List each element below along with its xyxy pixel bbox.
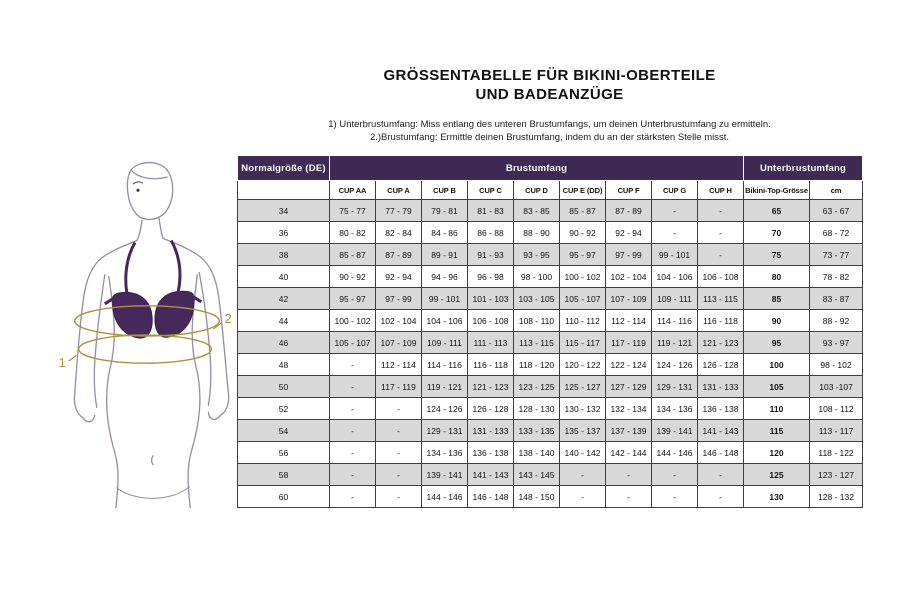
cup-value-cell: 103 - 105 <box>514 288 560 310</box>
cm-cell: 63 - 67 <box>810 200 863 222</box>
cup-value-cell: 134 - 136 <box>652 398 698 420</box>
col-cm: cm <box>810 181 863 200</box>
cup-value-cell: 107 - 109 <box>376 332 422 354</box>
size-cell: 44 <box>238 310 330 332</box>
cup-value-cell: 97 - 99 <box>606 244 652 266</box>
cup-value-cell: 105 - 107 <box>560 288 606 310</box>
size-cell: 58 <box>238 464 330 486</box>
cup-value-cell: - <box>330 376 376 398</box>
cup-value-cell: 135 - 137 <box>560 420 606 442</box>
size-cell: 52 <box>238 398 330 420</box>
col-bikini-top-groesse: Bikini-Top-Grösse <box>744 181 810 200</box>
cup-value-cell: - <box>376 442 422 464</box>
cup-value-cell: 125 - 127 <box>560 376 606 398</box>
table-row <box>238 464 863 486</box>
table-group-header-row <box>238 156 863 181</box>
cup-value-cell: 115 - 117 <box>560 332 606 354</box>
top-size-cell: 110 <box>744 398 810 420</box>
cup-value-cell: 109 - 111 <box>652 288 698 310</box>
cup-value-cell: - <box>560 486 606 508</box>
cup-value-cell: 121 - 123 <box>698 332 744 354</box>
cup-value-cell: - <box>376 420 422 442</box>
cup-value-cell: 100 - 102 <box>330 310 376 332</box>
cup-value-cell: 75 - 77 <box>330 200 376 222</box>
cup-value-cell: 90 - 92 <box>330 266 376 288</box>
size-cell: 34 <box>238 200 330 222</box>
underbust-tape <box>79 335 212 363</box>
table-row <box>238 222 863 244</box>
top-size-cell: 95 <box>744 332 810 354</box>
col-cup-c: CUP C <box>468 181 514 200</box>
cup-value-cell: 83 - 85 <box>514 200 560 222</box>
top-size-cell: 125 <box>744 464 810 486</box>
cup-value-cell: 112 - 114 <box>376 354 422 376</box>
cm-cell: 83 - 87 <box>810 288 863 310</box>
cup-value-cell: 123 - 125 <box>514 376 560 398</box>
cup-value-cell: 138 - 140 <box>514 442 560 464</box>
size-cell: 36 <box>238 222 330 244</box>
cup-value-cell: 141 - 143 <box>698 420 744 442</box>
table-row <box>238 310 863 332</box>
top-size-cell: 85 <box>744 288 810 310</box>
cm-cell: 68 - 72 <box>810 222 863 244</box>
cup-value-cell: 92 - 94 <box>606 222 652 244</box>
cup-value-cell: 127 - 129 <box>606 376 652 398</box>
top-size-cell: 80 <box>744 266 810 288</box>
cup-value-cell: 106 - 108 <box>468 310 514 332</box>
cup-value-cell: 109 - 111 <box>422 332 468 354</box>
header-unterbrustumfang: Unterbrustumfang <box>744 156 863 181</box>
cup-value-cell: 131 - 133 <box>698 376 744 398</box>
cup-value-cell: 144 - 146 <box>422 486 468 508</box>
cup-value-cell: 110 - 112 <box>560 310 606 332</box>
cup-value-cell: 114 - 116 <box>422 354 468 376</box>
top-size-cell: 70 <box>744 222 810 244</box>
top-size-cell: 100 <box>744 354 810 376</box>
cup-value-cell: 95 - 97 <box>330 288 376 310</box>
cup-value-cell: 134 - 136 <box>422 442 468 464</box>
cup-value-cell: 132 - 134 <box>606 398 652 420</box>
note-bust: 2.)Brustumfang: Ermittle deinen Brustumfang, indem du an der stärksten Stelle misst. <box>369 132 730 143</box>
tape-label-2: 2 <box>224 310 232 326</box>
face-detail <box>133 182 143 192</box>
cup-value-cell: 117 - 119 <box>376 376 422 398</box>
cup-value-cell: 87 - 89 <box>606 200 652 222</box>
cup-value-cell: - <box>652 486 698 508</box>
cup-value-cell: 93 - 95 <box>514 244 560 266</box>
cup-value-cell: 104 - 106 <box>652 266 698 288</box>
cup-value-cell: 139 - 141 <box>422 464 468 486</box>
cup-value-cell: 79 - 81 <box>422 200 468 222</box>
col-cup-h: CUP H <box>698 181 744 200</box>
size-cell: 56 <box>238 442 330 464</box>
top-size-cell: 75 <box>744 244 810 266</box>
size-col-spacer <box>238 181 330 200</box>
cup-value-cell: 130 - 132 <box>560 398 606 420</box>
cup-value-cell: - <box>330 420 376 442</box>
cup-value-cell: 143 - 145 <box>514 464 560 486</box>
cup-value-cell: 131 - 133 <box>468 420 514 442</box>
cup-value-cell: 84 - 86 <box>422 222 468 244</box>
cup-value-cell: - <box>652 200 698 222</box>
cup-value-cell: - <box>652 222 698 244</box>
header-brustumfang: Brustumfang <box>330 156 744 181</box>
cup-value-cell: 114 - 116 <box>652 310 698 332</box>
size-cell: 46 <box>238 332 330 354</box>
cup-value-cell: 124 - 126 <box>652 354 698 376</box>
page-title <box>237 66 862 104</box>
cup-value-cell: - <box>606 464 652 486</box>
size-cell: 42 <box>238 288 330 310</box>
top-size-cell: 105 <box>744 376 810 398</box>
cup-value-cell: 104 - 106 <box>422 310 468 332</box>
cup-value-cell: 108 - 110 <box>514 310 560 332</box>
tape-label-1: 1 <box>58 355 66 371</box>
cup-value-cell: 113 - 115 <box>514 332 560 354</box>
cup-value-cell: 77 - 79 <box>376 200 422 222</box>
measurement-illustration <box>46 156 238 508</box>
cup-value-cell: - <box>376 464 422 486</box>
cup-value-cell: 91 - 93 <box>468 244 514 266</box>
cup-value-cell: 117 - 119 <box>606 332 652 354</box>
cup-value-cell: 80 - 82 <box>330 222 376 244</box>
measurement-notes <box>197 118 900 144</box>
cup-value-cell: 90 - 92 <box>560 222 606 244</box>
cup-value-cell: 106 - 108 <box>698 266 744 288</box>
cup-value-cell: 141 - 143 <box>468 464 514 486</box>
cup-value-cell: 119 - 121 <box>652 332 698 354</box>
cup-value-cell: 102 - 104 <box>376 310 422 332</box>
title-line-1: GRÖSSENTABELLE FÜR BIKINI-OBERTEILE <box>383 67 716 84</box>
cup-value-cell: 119 - 121 <box>422 376 468 398</box>
cm-cell: 113 - 117 <box>810 420 863 442</box>
cup-value-cell: 89 - 91 <box>422 244 468 266</box>
cup-value-cell: 121 - 123 <box>468 376 514 398</box>
cup-value-cell: - <box>698 486 744 508</box>
cup-value-cell: - <box>698 464 744 486</box>
cm-cell: 93 - 97 <box>810 332 863 354</box>
table-row <box>238 486 863 508</box>
col-cup-a: CUP A <box>376 181 422 200</box>
bra-illustration <box>105 240 202 338</box>
cup-value-cell: 146 - 148 <box>468 486 514 508</box>
cup-value-cell: 118 - 120 <box>514 354 560 376</box>
cup-value-cell: - <box>606 486 652 508</box>
cup-value-cell: 136 - 138 <box>698 398 744 420</box>
table-column-header-row <box>238 181 863 200</box>
cup-value-cell: 88 - 90 <box>514 222 560 244</box>
cm-cell: 88 - 92 <box>810 310 863 332</box>
cup-value-cell: 113 - 115 <box>698 288 744 310</box>
col-cup-aa: CUP AA <box>330 181 376 200</box>
cup-value-cell: - <box>330 398 376 420</box>
size-cell: 48 <box>238 354 330 376</box>
cup-value-cell: 120 - 122 <box>560 354 606 376</box>
cup-value-cell: 112 - 114 <box>606 310 652 332</box>
cup-value-cell: 101 - 103 <box>468 288 514 310</box>
cup-value-cell: 85 - 87 <box>560 200 606 222</box>
cup-value-cell: 95 - 97 <box>560 244 606 266</box>
cup-value-cell: - <box>698 244 744 266</box>
cup-value-cell: - <box>560 464 606 486</box>
size-cell: 38 <box>238 244 330 266</box>
note-underbust: 1) Unterbrustumfang: Miss entlang des unteren Brustumfangs, um deinen Unterbrustumfang zu ermitteln. <box>328 119 771 130</box>
cup-value-cell: 126 - 128 <box>698 354 744 376</box>
size-cell: 50 <box>238 376 330 398</box>
cm-cell: 103 -107 <box>810 376 863 398</box>
cup-value-cell: 129 - 131 <box>652 376 698 398</box>
cup-value-cell: - <box>330 486 376 508</box>
cup-value-cell: 98 - 100 <box>514 266 560 288</box>
size-table <box>237 155 863 508</box>
size-cell: 54 <box>238 420 330 442</box>
cup-value-cell: 82 - 84 <box>376 222 422 244</box>
top-size-cell: 90 <box>744 310 810 332</box>
cup-value-cell: 85 - 87 <box>330 244 376 266</box>
table-row <box>238 442 863 464</box>
table-row <box>238 398 863 420</box>
table-row <box>238 420 863 442</box>
table-row <box>238 354 863 376</box>
cup-value-cell: 142 - 144 <box>606 442 652 464</box>
size-table-body <box>238 200 863 508</box>
table-row <box>238 266 863 288</box>
cup-value-cell: 100 - 102 <box>560 266 606 288</box>
col-cup-f: CUP F <box>606 181 652 200</box>
cup-value-cell: 81 - 83 <box>468 200 514 222</box>
cup-value-cell: 126 - 128 <box>468 398 514 420</box>
cup-value-cell: - <box>330 442 376 464</box>
size-cell: 40 <box>238 266 330 288</box>
cup-value-cell: 139 - 141 <box>652 420 698 442</box>
cup-value-cell: - <box>376 486 422 508</box>
cm-cell: 98 - 102 <box>810 354 863 376</box>
table-row <box>238 244 863 266</box>
cup-value-cell: - <box>376 398 422 420</box>
cup-value-cell: 137 - 139 <box>606 420 652 442</box>
cup-value-cell: 133 - 135 <box>514 420 560 442</box>
cm-cell: 108 - 112 <box>810 398 863 420</box>
cup-value-cell: 122 - 124 <box>606 354 652 376</box>
cup-value-cell: 102 - 104 <box>606 266 652 288</box>
cup-value-cell: 97 - 99 <box>376 288 422 310</box>
top-size-cell: 65 <box>744 200 810 222</box>
cm-cell: 73 - 77 <box>810 244 863 266</box>
cup-value-cell: 96 - 98 <box>468 266 514 288</box>
cup-value-cell: 144 - 146 <box>652 442 698 464</box>
cup-value-cell: 140 - 142 <box>560 442 606 464</box>
cup-value-cell: 116 - 118 <box>698 310 744 332</box>
cm-cell: 78 - 82 <box>810 266 863 288</box>
cup-value-cell: 105 - 107 <box>330 332 376 354</box>
cup-value-cell: 99 - 101 <box>422 288 468 310</box>
col-cup-g: CUP G <box>652 181 698 200</box>
cup-value-cell: - <box>330 354 376 376</box>
cup-value-cell: 124 - 126 <box>422 398 468 420</box>
cup-value-cell: - <box>698 222 744 244</box>
table-row <box>238 200 863 222</box>
size-cell: 60 <box>238 486 330 508</box>
cm-cell: 118 - 122 <box>810 442 863 464</box>
cup-value-cell: 92 - 94 <box>376 266 422 288</box>
col-cup-b: CUP B <box>422 181 468 200</box>
cup-value-cell: - <box>652 464 698 486</box>
title-line-2: UND BADEANZÜGE <box>475 86 624 103</box>
header-normalgroesse: Normalgröße (DE) <box>238 156 330 181</box>
cm-cell: 128 - 132 <box>810 486 863 508</box>
table-row <box>238 376 863 398</box>
top-size-cell: 115 <box>744 420 810 442</box>
cup-value-cell: 87 - 89 <box>376 244 422 266</box>
cup-value-cell: 94 - 96 <box>422 266 468 288</box>
cup-value-cell: 136 - 138 <box>468 442 514 464</box>
table-row <box>238 288 863 310</box>
table-row <box>238 332 863 354</box>
top-size-cell: 120 <box>744 442 810 464</box>
cup-value-cell: 99 - 101 <box>652 244 698 266</box>
cup-value-cell: 129 - 131 <box>422 420 468 442</box>
cup-value-cell: 146 - 148 <box>698 442 744 464</box>
cup-value-cell: 128 - 130 <box>514 398 560 420</box>
cup-value-cell: - <box>698 200 744 222</box>
cup-value-cell: 107 - 109 <box>606 288 652 310</box>
cup-value-cell: 148 - 150 <box>514 486 560 508</box>
col-cup-d: CUP D <box>514 181 560 200</box>
cup-value-cell: 86 - 88 <box>468 222 514 244</box>
size-table-wrap <box>237 155 862 508</box>
cup-value-cell: 111 - 113 <box>468 332 514 354</box>
col-cup-e-dd: CUP E (DD) <box>560 181 606 200</box>
cup-value-cell: 116 - 118 <box>468 354 514 376</box>
cm-cell: 123 - 127 <box>810 464 863 486</box>
top-size-cell: 130 <box>744 486 810 508</box>
cup-value-cell: - <box>330 464 376 486</box>
